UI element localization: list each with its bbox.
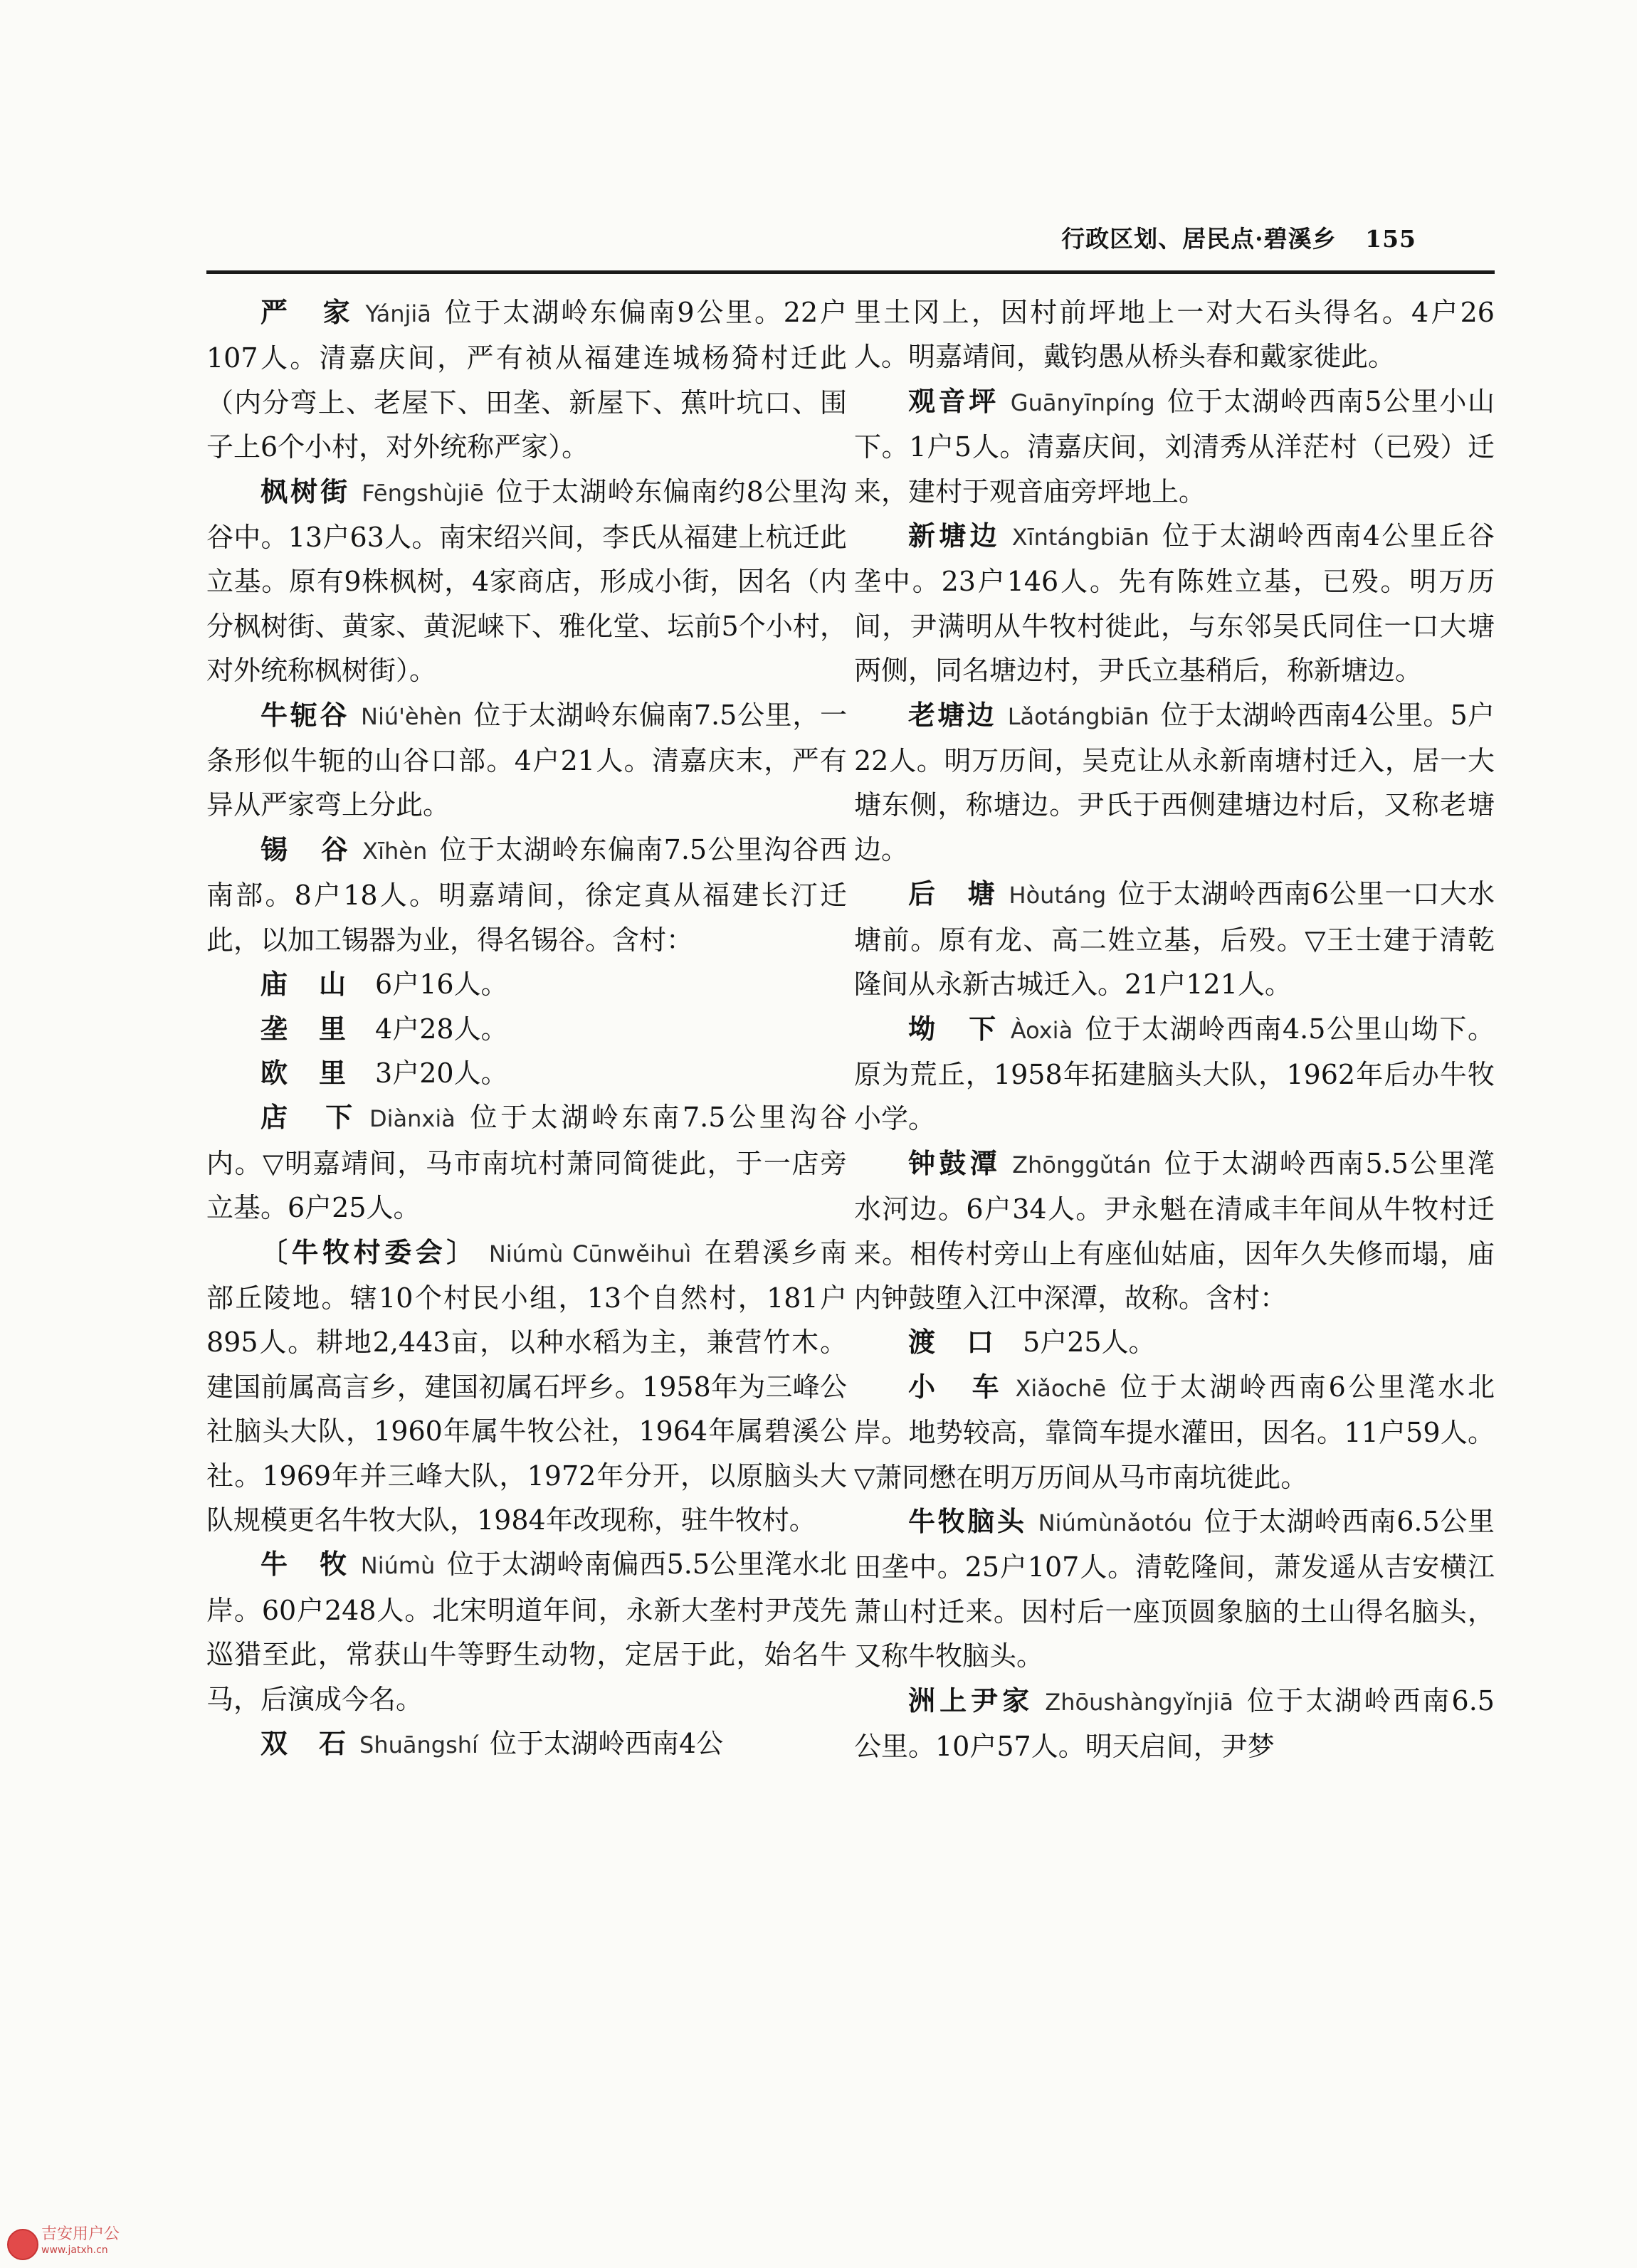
entry-headword: 渡 口 (908, 1326, 996, 1359)
entry-pinyin: Zhōushàngyǐnjiā (1045, 1688, 1233, 1716)
entry-pinyin: Xīntángbiān (1011, 524, 1149, 552)
gazetteer-entry (854, 693, 1495, 872)
entry-text: 5户25人。 (1023, 1326, 1156, 1359)
gazetteer-entry (854, 1007, 1495, 1141)
gazetteer-entry (854, 1320, 1495, 1364)
entry-text: 位于太湖岭东偏南7.5公里，一条形似牛轭的山谷口部。4户21人。清嘉庆末，严有异从严家弯上分此。 (206, 699, 847, 821)
gazetteer-entry (854, 514, 1495, 693)
entry-text: 位于太湖岭东偏南9公里。22户107人。清嘉庆间，严有祯从福建连城杨猗村迁此（内分弯上、老屋下、田垄、新屋下、蕉叶坑口、围子上6个小村，对外统称严家）。 (206, 297, 847, 463)
header-rule (206, 270, 1495, 274)
entry-headword: 老塘边 (908, 698, 996, 731)
entry-text: 6户16人。 (375, 969, 508, 1001)
gazetteer-entry (854, 379, 1495, 514)
watermark-text: 吉安用户公 (41, 2225, 120, 2243)
entry-pinyin: Niú'èhèn (361, 702, 462, 730)
watermark-url: www.jatxh.cn (41, 2245, 108, 2256)
entry-headword: 严 家 (260, 296, 354, 328)
entry-headword: 小 车 (908, 1370, 1004, 1403)
gazetteer-entry (854, 872, 1495, 1006)
gazetteer-entry (854, 1141, 1495, 1321)
entry-pinyin: Niúmù (360, 1552, 436, 1580)
gazetteer-entry (206, 693, 847, 828)
entry-text: 位于太湖岭东南7.5公里沟谷内。▽明嘉靖间，马市南坑村萧同简徙此，于一店旁立基。6户25人。 (206, 1102, 847, 1224)
entry-text: 位于太湖岭西南4公里。5户22人。明万历间，吴克让从永新南塘村迁入，居一大塘东侧，称塘边。尹氏于西侧建塘边村后，又称老塘边。 (854, 699, 1495, 865)
entry-headword: 新塘边 (908, 519, 1001, 552)
entry-pinyin: Fēngshùjiē (362, 479, 484, 507)
entry-text: 位于太湖岭东偏南7.5公里沟谷西南部。8户18人。明嘉靖间，徐定真从福建长汀迁此，以加工锡器为业，得名锡谷。含村： (206, 833, 847, 956)
entry-text: 位于太湖岭西南6公里一口大水塘前。原有龙、高二姓立基，后殁。▽王士建于清乾隆间从永新古城迁入。21户121人。 (854, 878, 1495, 1001)
watermark-logo-icon (7, 2229, 38, 2260)
entry-pinyin: Xīhèn (362, 837, 428, 865)
entry-headword: 双 石 (260, 1727, 349, 1759)
page-number: 155 (1365, 225, 1416, 253)
gazetteer-entry (854, 1679, 1495, 1769)
entry-text: 位于太湖岭西南6.5公里。10户57人。明天启间，尹梦 (854, 1684, 1495, 1762)
entry-pinyin: Shuāngshí (359, 1731, 478, 1758)
entry-headword: 钟鼓潭 (908, 1146, 1001, 1179)
gazetteer-entry (206, 1542, 847, 1721)
gazetteer-entry (206, 1007, 847, 1051)
gazetteer-entry (206, 1230, 847, 1543)
gazetteer-entry (206, 470, 847, 693)
entry-text: 3户20人。 (375, 1057, 508, 1089)
gazetteer-entry (206, 828, 847, 962)
section-title: 行政区划、居民点·碧溪乡 (1061, 225, 1337, 253)
gazetteer-entry (854, 290, 1495, 379)
entry-pinyin: Niúmùnǎotóu (1038, 1509, 1193, 1536)
entry-headword: 店 下 (260, 1101, 358, 1134)
entry-text: 位于太湖岭西南6公里滗水北岸。地势较高，靠筒车提水灌田，因名。11户59人。▽萧同懋在明万历间从马市南坑徙此。 (854, 1371, 1495, 1493)
gazetteer-entry (206, 290, 847, 470)
entry-headword: 观音坪 (908, 384, 999, 417)
entry-text: 位于太湖岭东偏南约8公里沟谷中。13户63人。南宋绍兴间，李氏从福建上杭迁此立基。原有9株枫树，4家商店，形成小街，因名（内分枫树街、黄家、黄泥崃下、雅化堂、坛前5个小村，对外统称枫树街）。 (206, 475, 847, 687)
entry-pinyin: Diànxià (369, 1105, 456, 1133)
entry-headword: 庙 山 (260, 968, 349, 1001)
entry-headword: 〔牛牧村委会〕 (260, 1235, 478, 1268)
entry-pinyin: Àoxià (1010, 1016, 1073, 1044)
entry-text: 位于太湖岭西南4.5公里山坳下。原为荒丘，1958年拓建脑头大队，1962年后办牛牧小学。 (854, 1013, 1495, 1135)
entry-text: 位于太湖岭西南5.5公里滗水河边。6户34人。尹永魁在清咸丰年间从牛牧村迁来。相传村旁山上有座仙姑庙，因年久失修而塌，庙内钟鼓堕入江中深潭，故称。含村： (854, 1147, 1495, 1314)
entry-pinyin: Lǎotángbiān (1007, 702, 1149, 730)
right-column (854, 290, 1495, 2155)
entry-pinyin: Zhōnggǔtán (1012, 1151, 1152, 1178)
entry-headword: 欧 里 (260, 1056, 349, 1089)
entry-text: 4户28人。 (375, 1013, 508, 1045)
entry-headword: 牛牧脑头 (908, 1504, 1027, 1537)
entry-text: 位于太湖岭西南6.5公里田垄中。25户107人。清乾隆间，萧发遥从吉安横江萧山村迁来。因村后一座顶圆象脑的土山得名脑头，又称牛牧脑头。 (854, 1505, 1495, 1672)
left-column (206, 290, 847, 2155)
entry-headword: 后 塘 (908, 877, 998, 910)
watermark (7, 2226, 171, 2262)
entry-headword: 牛轭谷 (260, 698, 350, 731)
entry-text: 位于太湖岭西南5公里小山下。1户5人。清嘉庆间，刘清秀从洋茫村（已殁）迁来，建村于观音庙旁坪地上。 (854, 385, 1495, 507)
gazetteer-entry (206, 962, 847, 1006)
gazetteer-entry (206, 1051, 847, 1095)
entry-pinyin: Niúmù Cūnwěihuì (488, 1240, 692, 1267)
entry-pinyin: Xiǎochē (1015, 1374, 1107, 1402)
running-header (206, 221, 1416, 263)
entry-text: 位于太湖岭西南4公里丘谷垄中。23户146人。先有陈姓立基，已殁。明万历间，尹满明从牛牧村徙此，与东邻吴氏同住一口大塘两侧，同名塘边村，尹氏立基稍后，称新塘边。 (854, 520, 1495, 687)
entry-text: 位于太湖岭南偏西5.5公里滗水北岸。60户248人。北宋明道年间，永新大垄村尹茂先巡猎至此，常获山牛等野生动物，定居于此，始名牛马，后演成今名。 (206, 1549, 847, 1715)
entry-headword: 垄 里 (260, 1012, 349, 1045)
entry-headword: 牛 牧 (260, 1548, 349, 1581)
gazetteer-entry (206, 1721, 847, 1767)
entry-pinyin: Hòutáng (1009, 882, 1107, 909)
entry-headword: 枫树街 (260, 475, 351, 507)
gazetteer-entry (854, 1365, 1495, 1499)
entry-headword: 洲上尹家 (908, 1684, 1034, 1716)
gazetteer-entry (206, 1095, 847, 1230)
entry-text: 在碧溪乡南部丘陵地。辖10个村民小组，13个自然村，181户895人。耕地2,443亩，以种水稻为主，兼营竹木。建国前属高言乡，建国初属石坪乡。1958年为三峰公社脑头大队，1960年属牛牧公社，1964年属碧溪公社。1969年并三峰大队，1972年分开，以原脑头大队规模更名牛牧大队，1984年改现称，驻牛牧村。 (206, 1236, 847, 1536)
gazetteer-entry (854, 1499, 1495, 1679)
entry-text: 里土冈上，因村前坪地上一对大石头得名。4户26人。明嘉靖间，戴钧愚从桥头春和戴家徙此。 (854, 297, 1495, 373)
entry-pinyin: Yánjiā (365, 300, 431, 327)
entry-headword: 坳 下 (908, 1012, 999, 1045)
entry-pinyin: Guānyīnpíng (1010, 389, 1155, 416)
entry-headword: 锡 谷 (260, 833, 352, 865)
entry-text: 位于太湖岭西南4公 (489, 1728, 724, 1759)
